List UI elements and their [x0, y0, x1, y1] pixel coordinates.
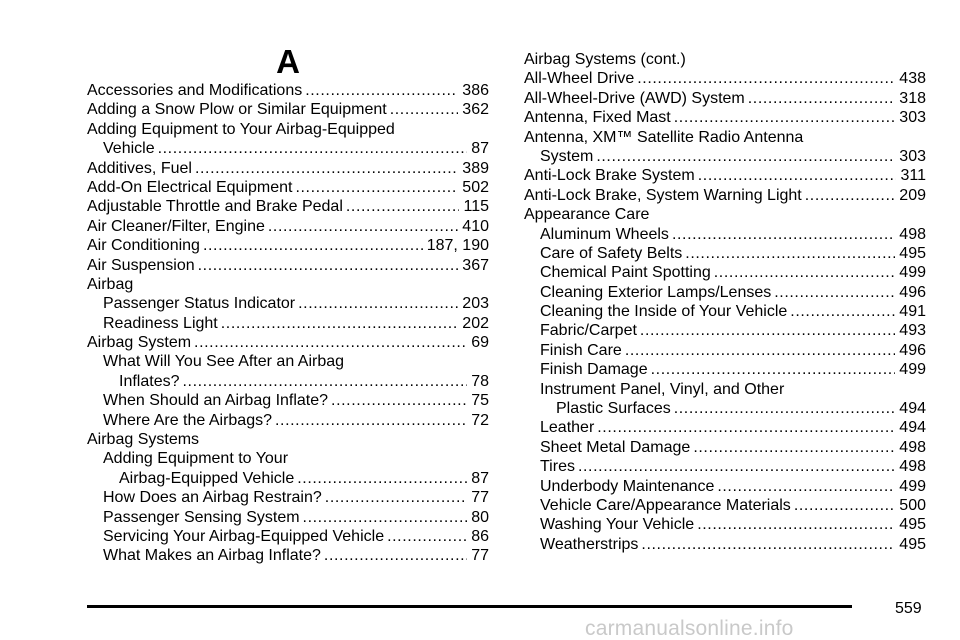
index-entry-page: 500 [899, 496, 926, 514]
index-entry [87, 527, 489, 546]
index-entry-text: Readiness Light [103, 314, 218, 332]
dot-leader [805, 186, 896, 205]
dot-leader [641, 535, 895, 554]
index-entry-text: How Does an Airbag Restrain? [103, 489, 322, 507]
index-entry-page: 495 [899, 516, 926, 534]
index-entry-text: Additives, Fuel [87, 159, 192, 177]
index-entry [524, 147, 926, 166]
dot-leader [198, 256, 459, 275]
index-entry-text: Sheet Metal Damage [540, 438, 691, 456]
index-column-right [524, 49, 926, 554]
index-entry-page: 499 [899, 264, 926, 282]
index-entry-page: 502 [462, 178, 489, 196]
index-entry-text: Anti-Lock Brake, System Warning Light [524, 186, 802, 204]
index-entry-page: 115 [463, 198, 489, 216]
index-entry-text: Washing Your Vehicle [540, 516, 695, 534]
dot-leader [275, 411, 467, 430]
index-entry-text: Add-On Electrical Equipment [87, 178, 293, 196]
index-entry [87, 449, 489, 468]
index-entry [524, 457, 926, 476]
index-entry-text: All-Wheel Drive [524, 70, 635, 88]
index-entry [524, 341, 926, 360]
index-entry-page: 389 [462, 159, 489, 177]
index-entry-text: Air Cleaner/Filter, Engine [87, 217, 265, 235]
index-entry-page: 318 [899, 89, 926, 107]
index-entry-text: Air Conditioning [87, 237, 200, 255]
index-entry-text: All-Wheel-Drive (AWD) System [524, 89, 745, 107]
index-entry-text: Passenger Sensing System [103, 508, 300, 526]
index-entry [87, 197, 489, 216]
index-entry-text: Airbag [87, 275, 134, 293]
index-entry [524, 360, 926, 379]
dot-leader [640, 321, 895, 340]
index-entry [87, 391, 489, 410]
index-entry-text: Air Suspension [87, 256, 195, 274]
index-entry [87, 314, 489, 333]
index-entry [524, 515, 926, 534]
index-entry [87, 294, 489, 313]
index-entry-text: Adjustable Throttle and Brake Pedal [87, 198, 343, 216]
index-entry-text: Airbag System [87, 334, 192, 352]
index-entry [87, 352, 489, 371]
index-entry [87, 488, 489, 507]
index-entry-text: Underbody Maintenance [540, 477, 715, 495]
dot-leader [693, 438, 895, 457]
dot-leader [774, 283, 895, 302]
index-entry-text: Vehicle Care/Appearance Materials [540, 496, 791, 514]
dot-leader [195, 159, 458, 178]
index-entry [524, 108, 926, 127]
index-entry-page: 303 [899, 109, 926, 127]
index-entry [524, 418, 926, 437]
dot-leader [794, 496, 895, 515]
dot-leader [331, 391, 467, 410]
index-entry-page: 491 [899, 303, 926, 321]
dot-leader [182, 372, 467, 391]
dot-leader [203, 236, 423, 255]
index-entry-text: Instrument Panel, Vinyl, and Other [540, 380, 785, 398]
index-entry [87, 275, 489, 294]
dot-leader [303, 508, 468, 527]
index-entry-text: Adding Equipment to Your Airbag-Equipped [87, 120, 395, 138]
index-entry [524, 535, 926, 554]
index-entry-page: 311 [900, 167, 926, 185]
footer-rule [87, 605, 852, 608]
page-number: 559 [895, 600, 922, 617]
index-entry [87, 256, 489, 275]
index-entry-page: 499 [899, 477, 926, 495]
index-entry-page: 87 [471, 140, 489, 158]
index-entry-page: 495 [899, 535, 926, 553]
index-entry-text: Inflates? [119, 372, 180, 390]
index-entry-text: Airbag Systems (cont.) [524, 50, 686, 68]
index-entry [524, 186, 926, 205]
dot-leader [625, 341, 895, 360]
index-entry-page: 77 [471, 489, 489, 507]
index-entry [524, 128, 926, 147]
index-entry-text: System [540, 147, 594, 165]
index-entry-text: Weatherstrips [540, 535, 639, 553]
index-entry [524, 496, 926, 515]
index-entry-page: 187, 190 [426, 237, 489, 255]
dot-leader [221, 314, 459, 333]
dot-leader [295, 178, 458, 197]
index-entry [87, 546, 489, 565]
index-entry-text: Accessories and Modifications [87, 81, 303, 99]
index-entry-page: 367 [462, 256, 489, 274]
dot-leader [637, 69, 895, 88]
dot-leader [790, 302, 895, 321]
index-entry-text: Servicing Your Airbag-Equipped Vehicle [103, 527, 385, 545]
dot-leader [298, 294, 458, 313]
index-entry-text: When Should an Airbag Inflate? [103, 392, 329, 410]
index-entry-page: 496 [899, 283, 926, 301]
index-entry [524, 399, 926, 418]
index-entry-text: Cleaning the Inside of Your Vehicle [540, 303, 788, 321]
dot-leader [324, 546, 467, 565]
index-entry [524, 438, 926, 457]
index-entry-text: Passenger Status Indicator [103, 295, 296, 313]
index-entry-page: 498 [899, 458, 926, 476]
index-entry-text: Airbag Systems [87, 431, 200, 449]
index-entry-text: Leather [540, 419, 595, 437]
index-entry [524, 89, 926, 108]
index-entry-page: 77 [471, 547, 489, 565]
dot-leader [748, 89, 896, 108]
dot-leader [651, 360, 896, 379]
dot-leader [685, 244, 895, 263]
index-entry [524, 166, 926, 185]
index-entry [87, 120, 489, 139]
index-entry-text: Cleaning Exterior Lamps/Lenses [540, 283, 772, 301]
index-entry [87, 372, 489, 391]
index-entry-text: Finish Damage [540, 361, 648, 379]
index-entry-text: Care of Safety Belts [540, 244, 683, 262]
index-entry [87, 469, 489, 488]
index-entry-text: Where Are the Airbags? [103, 411, 272, 429]
index-entry [87, 333, 489, 352]
dot-leader [194, 333, 467, 352]
index-entry-page: 72 [471, 411, 489, 429]
index-entry-page: 78 [471, 372, 489, 390]
dot-leader [674, 108, 896, 127]
index-entry-page: 303 [899, 147, 926, 165]
index-entry-page: 86 [471, 527, 489, 545]
index-entry [87, 159, 489, 178]
dot-leader [596, 147, 895, 166]
index-entry [524, 380, 926, 399]
index-entry [524, 477, 926, 496]
index-entry-page: 80 [471, 508, 489, 526]
index-entry [87, 100, 489, 119]
index-entry-page: 438 [899, 70, 926, 88]
dot-leader [597, 418, 895, 437]
index-entry-text: Airbag-Equipped Vehicle [119, 469, 295, 487]
dot-leader [672, 225, 895, 244]
index-entry-page: 362 [462, 101, 489, 119]
index-entry [87, 217, 489, 236]
index-entry [87, 178, 489, 197]
dot-leader [297, 469, 467, 488]
section-letter: A [276, 43, 300, 80]
index-entry-text: Plastic Surfaces [556, 400, 671, 418]
index-entry [524, 50, 926, 69]
index-entry-text: What Will You See After an Airbag [103, 353, 345, 371]
index-entry-text: Adding Equipment to Your [103, 450, 289, 468]
dot-leader [698, 166, 897, 185]
index-entry [87, 81, 489, 100]
index-entries-right [524, 50, 926, 554]
index-entry-text: Vehicle [103, 140, 155, 158]
index-entry-text: Antenna, XM™ Satellite Radio Antenna [524, 128, 804, 146]
index-entry [524, 283, 926, 302]
watermark: carmanualsonline.info [585, 617, 794, 640]
index-entry [87, 430, 489, 449]
index-entry-page: 498 [899, 438, 926, 456]
index-entries-left [87, 81, 489, 566]
dot-leader [158, 139, 468, 158]
index-entry-text: Adding a Snow Plow or Similar Equipment [87, 101, 387, 119]
index-entry-page: 410 [462, 217, 489, 235]
index-entry-page: 202 [462, 314, 489, 332]
index-entry-page: 494 [899, 419, 926, 437]
dot-leader [387, 527, 467, 546]
index-entry [524, 321, 926, 340]
index-entry [87, 508, 489, 527]
index-entry-text: Finish Care [540, 341, 622, 359]
dot-leader [717, 477, 895, 496]
index-entry-page: 495 [899, 244, 926, 262]
index-entry-page: 87 [471, 469, 489, 487]
index-entry-text: Aluminum Wheels [540, 225, 669, 243]
index-entry [87, 411, 489, 430]
index-entry-text: What Makes an Airbag Inflate? [103, 547, 321, 565]
index-entry-page: 494 [899, 400, 926, 418]
dot-leader [325, 488, 467, 507]
index-entry-page: 203 [462, 295, 489, 313]
dot-leader [714, 263, 896, 282]
dot-leader [346, 197, 460, 216]
dot-leader [305, 81, 458, 100]
dot-leader [390, 100, 459, 119]
index-entry [524, 69, 926, 88]
index-entry [524, 302, 926, 321]
index-entry-page: 75 [471, 392, 489, 410]
dot-leader [674, 399, 896, 418]
index-entry-text: Antenna, Fixed Mast [524, 109, 671, 127]
index-entry [524, 205, 926, 224]
dot-leader [697, 515, 895, 534]
index-entry [87, 236, 489, 255]
index-entry-page: 209 [899, 186, 926, 204]
dot-leader [578, 457, 895, 476]
index-entry-page: 69 [471, 334, 489, 352]
index-entry [524, 244, 926, 263]
index-entry [524, 263, 926, 282]
index-entry-page: 498 [899, 225, 926, 243]
index-entry-page: 499 [899, 361, 926, 379]
index-entry-text: Appearance Care [524, 206, 650, 224]
index-entry-text: Chemical Paint Spotting [540, 264, 711, 282]
index-entry-text: Anti-Lock Brake System [524, 167, 695, 185]
index-entry-page: 386 [462, 81, 489, 99]
index-entry-text: Tires [540, 458, 575, 476]
index-entry [87, 139, 489, 158]
index-column-left [87, 0, 489, 566]
dot-leader [268, 217, 458, 236]
index-entry [524, 225, 926, 244]
index-entry-text: Fabric/Carpet [540, 322, 637, 340]
index-entry-page: 493 [899, 322, 926, 340]
index-entry-page: 496 [899, 341, 926, 359]
